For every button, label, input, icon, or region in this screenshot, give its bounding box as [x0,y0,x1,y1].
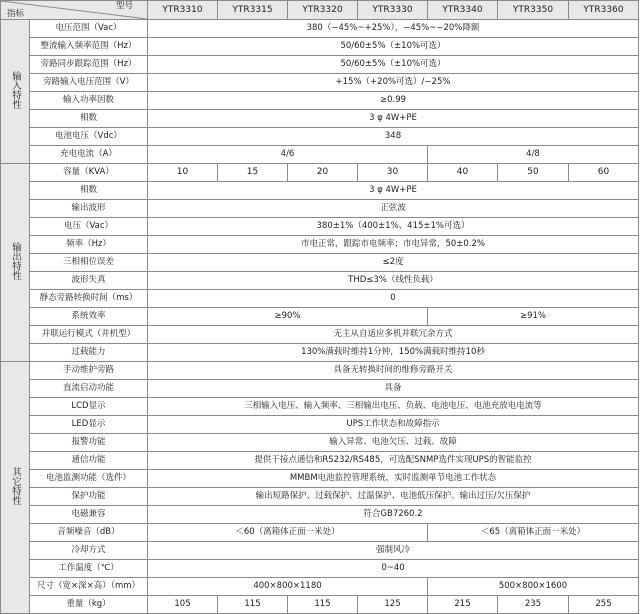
weight-value: 105 [148,596,218,614]
table-row [1,560,639,578]
table-row [1,344,639,362]
table-row [1,488,639,506]
table-row [1,380,639,398]
row-label: 系统效率 [30,308,148,326]
row-label: 保护功能 [30,488,148,506]
table-row [1,146,639,164]
row-label: 充电电流（A） [30,146,148,164]
row-value: 强制风冷 [148,542,639,560]
row-label: 旁路输入电压范围（V） [30,74,148,92]
row-value: 400×800×1180 [148,578,428,596]
row-label: 输出波形 [30,200,148,218]
table-row [1,434,639,452]
row-label: 报警功能 [30,434,148,452]
row-label: 电压范围（Vac） [30,20,148,38]
table-row [1,20,639,38]
row-value: ＜60（离箱体正面一米处） [148,524,428,542]
row-label: 过载能力 [30,344,148,362]
row-label: 手动维护旁路 [30,362,148,380]
table-row [1,470,639,488]
row-value: 500×800×1600 [428,578,639,596]
row-value: ≤2度 [148,254,639,272]
row-label: 频率（Hz） [30,236,148,254]
corner-model-label: 型号 [115,1,133,11]
row-label: LCD显示 [30,398,148,416]
row-value: 具备 [148,380,639,398]
row-label: 相数 [30,182,148,200]
row-label: 波形失真 [30,272,148,290]
table-row [1,74,639,92]
row-label: 并联运行模式（并机型） [30,326,148,344]
row-value: ≥91% [428,308,639,326]
capacity-value: 30 [358,164,428,182]
row-value: 4/8 [428,146,639,164]
row-label: 静态旁路转换时间（ms） [30,290,148,308]
row-label: 整流输入频率范围（Hz） [30,38,148,56]
weight-value: 215 [428,596,498,614]
table-row [1,164,639,182]
table-row [1,38,639,56]
table-row [1,542,639,560]
capacity-value: 50 [498,164,569,182]
group-output: 输出特性 [1,164,30,362]
row-value: 380±1%（400±1%、415±1%可选） [148,218,639,236]
table-row [1,578,639,596]
table-row [1,218,639,236]
table-row [1,110,639,128]
model-header: YTR3350 [498,1,569,20]
row-value: 提供干接点通信和RS232/RS485，可选配SNMP选件实现UPS的智能监控 [148,452,639,470]
table-row [1,200,639,218]
row-label: 电池监测功能（选件） [30,470,148,488]
table-row [1,92,639,110]
row-value: 0 [148,290,639,308]
row-value: 输入异常、电池欠压、过载、故障 [148,434,639,452]
capacity-value: 40 [428,164,498,182]
model-header: YTR3320 [288,1,358,20]
row-label: 三相相位误差 [30,254,148,272]
table-row [1,290,639,308]
capacity-value: 20 [288,164,358,182]
weight-value: 115 [218,596,288,614]
weight-value: 255 [569,596,639,614]
table-row [1,452,639,470]
capacity-value: 60 [569,164,639,182]
group-input: 输入特性 [1,20,30,164]
row-label: 容量（KVA） [30,164,148,182]
row-label: 音频噪音（dB） [30,524,148,542]
row-value: ＜65（离箱体正面一米处） [428,524,639,542]
model-header: YTR3315 [218,1,288,20]
table-row [1,506,639,524]
row-value: 市电正常，跟踪市电频率；市电异常，50±0.2% [148,236,639,254]
row-value: 输出短路保护、过载保护、过温保护、电池低压保护、输出过压/欠压保护 [148,488,639,506]
row-value: THD≤3%（线性负载） [148,272,639,290]
row-value: 130%满载时维持1分钟，150%满载时维持10秒 [148,344,639,362]
row-label: 旁路同步跟踪范围（Hz） [30,56,148,74]
model-header: YTR3340 [428,1,498,20]
row-label: 电压（Vac） [30,218,148,236]
table-row [1,326,639,344]
row-value: 50/60±5%（±10%可选） [148,38,639,56]
row-label: 尺寸（宽×深×高）（mm） [30,578,148,596]
corner-cell [1,1,148,20]
table-row [1,56,639,74]
row-value: 50/60±5%（±10%可选） [148,56,639,74]
row-value: 无主从自适应多机并联冗余方式 [148,326,639,344]
row-label: 工作温度（℃） [30,560,148,578]
weight-value: 125 [358,596,428,614]
row-value: 380（−45%~+25%），−45%~−20%降额 [148,20,639,38]
table-row [1,308,639,326]
weight-value: 115 [288,596,358,614]
row-label: 输入功率因数 [30,92,148,110]
header-row [1,1,639,20]
row-label: 冷却方式 [30,542,148,560]
model-header: YTR3360 [569,1,639,20]
row-value: 348 [148,128,639,146]
model-header: YTR3310 [148,1,218,20]
group-other: 其它特性 [1,362,30,614]
model-header: YTR3330 [358,1,428,20]
row-value: ≥90% [148,308,428,326]
row-label: 重量（kg） [30,596,148,614]
table-row [1,398,639,416]
row-value: 具备无转换时间的维修旁路开关 [148,362,639,380]
table-row [1,416,639,434]
row-label: 直流启动功能 [30,380,148,398]
row-value: ≥0.99 [148,92,639,110]
row-label: 电池电压（Vdc） [30,128,148,146]
table-row [1,236,639,254]
table-row [1,182,639,200]
table-row [1,128,639,146]
row-value: 4/6 [148,146,428,164]
capacity-value: 10 [148,164,218,182]
table-row [1,362,639,380]
row-value: 三相输入电压、输入频率、三相输出电压、负载、电池电压、电池充放电电流等 [148,398,639,416]
row-value: 3 φ 4W+PE [148,110,639,128]
table-row [1,272,639,290]
row-value: +15%（+20%可选）/−25% [148,74,639,92]
row-value: UPS工作状态和故障指示 [148,416,639,434]
table-row [1,524,639,542]
row-label: 通信功能 [30,452,148,470]
corner-index-label: 指标 [7,8,25,19]
row-label: 电磁兼容 [30,506,148,524]
weight-value: 235 [498,596,569,614]
row-value: MMBM电池监控管理系统，实时监测单节电池工作状态 [148,470,639,488]
table-row [1,254,639,272]
row-label: 相数 [30,110,148,128]
row-label: LED显示 [30,416,148,434]
row-value: 0~40 [148,560,639,578]
row-value: 3 φ 4W+PE [148,182,639,200]
capacity-value: 15 [218,164,288,182]
row-value: 正弦波 [148,200,639,218]
row-value: 符合GB7260.2 [148,506,639,524]
